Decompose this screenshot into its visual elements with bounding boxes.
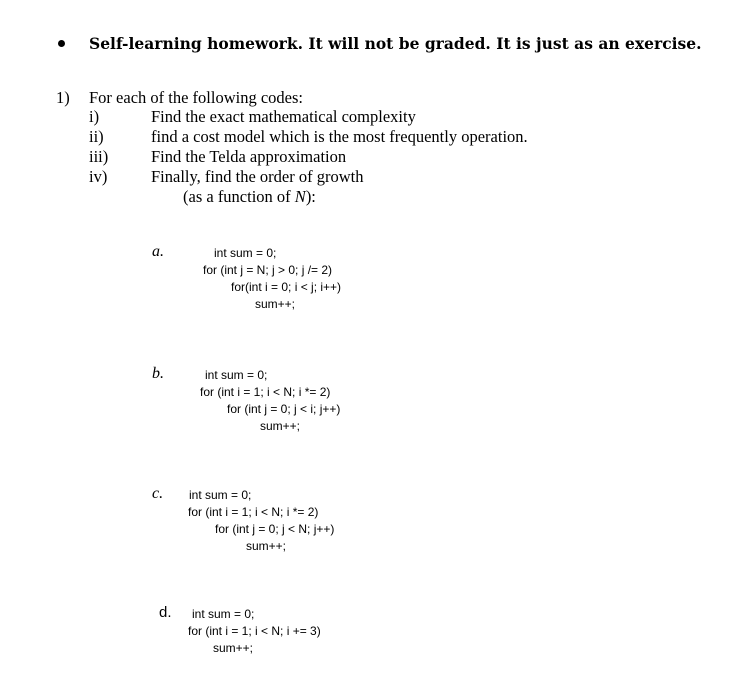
step-text: Finally, find the order of growth xyxy=(151,167,364,186)
question-number: 1) xyxy=(56,88,70,107)
code-line: sum++; xyxy=(255,297,296,311)
code-label-a: a. xyxy=(152,243,164,260)
code-line: sum++; xyxy=(246,539,287,553)
code-line: for (int j = 0; j < N; j++) xyxy=(215,522,335,536)
code-line: sum++; xyxy=(260,419,301,433)
code-line: for(int i = 0; i < j; i++) xyxy=(231,280,342,294)
variable-n: N xyxy=(294,187,306,206)
code-label-b: b. xyxy=(152,365,164,382)
code-label-d: d. xyxy=(159,604,172,621)
question-intro: For each of the following codes: xyxy=(89,88,303,107)
step-number: i) xyxy=(89,107,100,126)
page-heading: Self-learning homework. It will not be graded. It is just as an exercise. xyxy=(89,34,702,53)
code-line: for (int i = 1; i < N; i *= 2) xyxy=(188,505,319,519)
bullet-icon xyxy=(58,40,65,47)
code-line: int sum = 0; xyxy=(214,246,277,260)
function-of-note: (as a function of N): xyxy=(183,187,316,206)
step-text: Find the Telda approximation xyxy=(151,147,347,166)
code-line: for (int j = 0; j < i; j++) xyxy=(227,402,341,416)
code-line: int sum = 0; xyxy=(205,368,268,382)
step-number: iv) xyxy=(89,167,108,186)
code-line: for (int i = 1; i < N; i *= 2) xyxy=(200,385,331,399)
code-line: for (int i = 1; i < N; i += 3) xyxy=(188,624,321,638)
code-line: for (int j = N; j > 0; j /= 2) xyxy=(203,263,333,277)
code-line: int sum = 0; xyxy=(192,607,255,621)
step-text: find a cost model which is the most frequently operation. xyxy=(151,127,528,146)
step-text: Find the exact mathematical complexity xyxy=(151,107,416,126)
code-line: sum++; xyxy=(213,641,254,655)
code-label-c: c. xyxy=(152,485,164,502)
step-number: iii) xyxy=(89,147,109,166)
code-line: int sum = 0; xyxy=(189,488,252,502)
step-number: ii) xyxy=(89,127,104,146)
